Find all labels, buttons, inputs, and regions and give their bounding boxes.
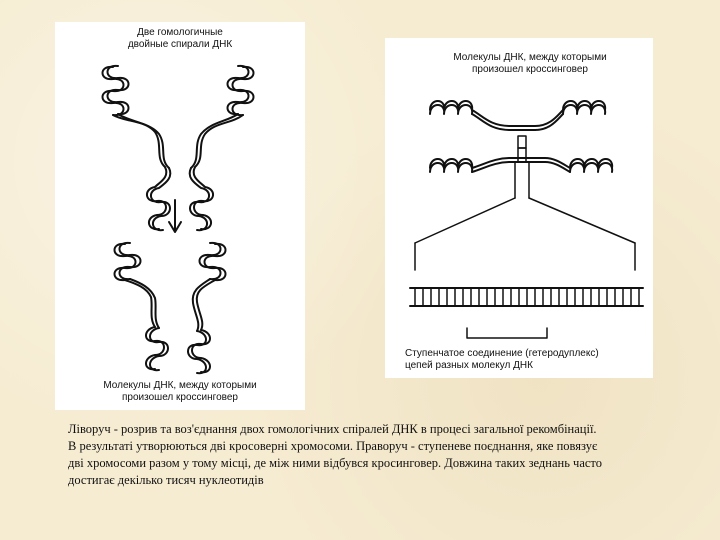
left-dna-helix-bottom xyxy=(115,243,169,370)
caption-line-2: В результаті утворюються дві кросоверні хромосоми. Праворуч - ступеневе поєднання, яке повязує xyxy=(68,439,598,453)
left-diagram-panel xyxy=(55,22,305,410)
right-top-label-line2: произошел кроссинговер xyxy=(472,64,588,75)
caption-line-1: Ліворуч - розрив та воз'єднання двох гомологічних спіралей ДНК в процесі загальної рекомбінації. xyxy=(68,422,597,436)
caption-line-3: дві хромосоми разом у тому місці, де між ними відбувся кросинговер. Довжина таких зеднань часто xyxy=(68,456,602,470)
crossover-molecule-lower xyxy=(430,158,612,172)
caption-line-4: достигає декілько тисяч нуклеотидів xyxy=(68,473,264,487)
homologous-helices-illustration xyxy=(55,22,305,410)
right-bottom-label-line1: Ступенчатое соединение (гетеродуплекс) xyxy=(405,348,599,359)
heteroduplex-ladder xyxy=(410,288,643,306)
magnification-lines xyxy=(415,162,635,270)
right-diagram-panel xyxy=(385,38,653,378)
figure-caption xyxy=(68,421,688,489)
heteroduplex-bracket xyxy=(467,328,547,338)
crossover-molecule-upper xyxy=(430,101,605,130)
left-bottom-label xyxy=(65,380,295,404)
left-top-label-line1: Две гомологичные xyxy=(137,27,223,38)
crossover-marker-box-bottom xyxy=(518,148,526,162)
right-dna-helix-top xyxy=(190,66,254,230)
right-dna-helix-bottom xyxy=(188,243,226,373)
heteroduplex-illustration xyxy=(385,38,653,378)
left-dna-helix-top xyxy=(103,66,171,230)
right-top-label-line1: Молекулы ДНК, между которыми xyxy=(453,52,607,63)
crossover-marker-box-top xyxy=(518,136,526,148)
right-bottom-label-line2: цепей разных молекул ДНК xyxy=(405,360,533,371)
left-bottom-label-line1: Молекулы ДНК, между которыми xyxy=(103,380,257,391)
left-bottom-label-line2: произошел кроссинговер xyxy=(122,392,238,403)
left-top-label-line2: двойные спирали ДНК xyxy=(127,39,233,50)
right-bottom-label xyxy=(405,348,645,372)
down-arrow-icon xyxy=(169,200,181,232)
